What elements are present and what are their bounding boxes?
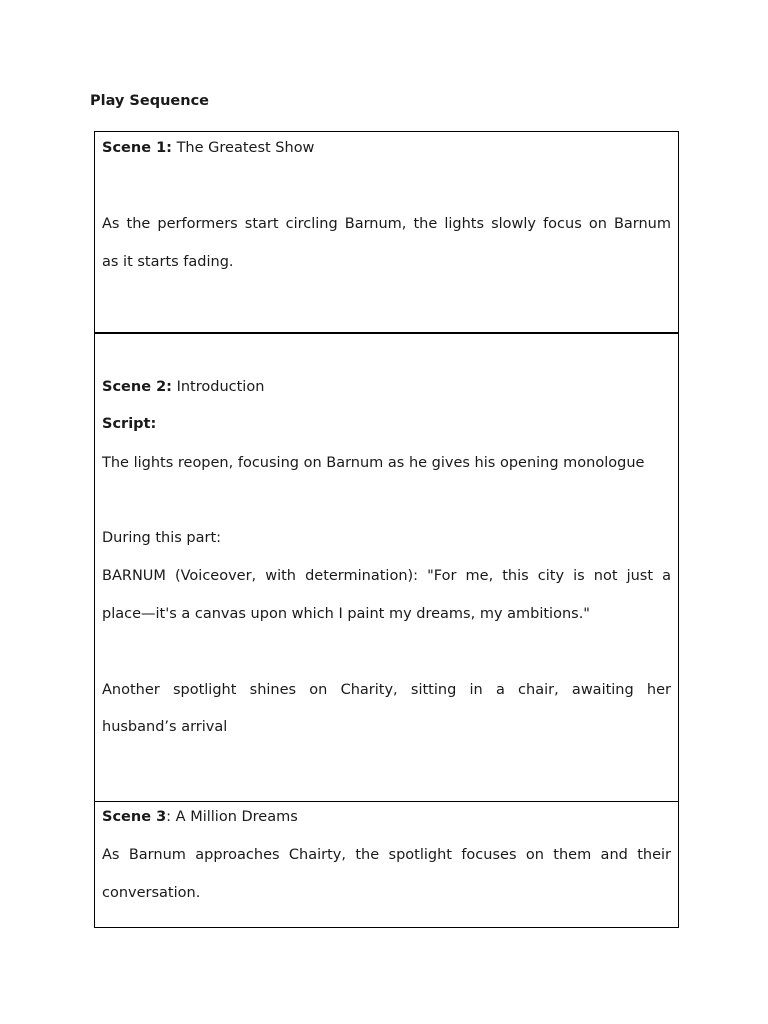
scene-1-line-2: as it starts fading. bbox=[102, 254, 234, 270]
scene-2-line-1: The lights reopen, focusing on Barnum as he gives his opening monologue bbox=[102, 455, 645, 471]
scene-3-label: Scene 3 bbox=[102, 809, 167, 825]
scene-2-line-5: Another spotlight shines on Charity, sitting in a chair, awaiting her bbox=[102, 682, 671, 698]
scene-1-cell bbox=[95, 132, 678, 334]
scene-2-line-3: BARNUM (Voiceover, with determination): "For me, this city is not just a bbox=[102, 568, 671, 584]
scene-3-cell bbox=[95, 802, 678, 927]
scene-3-line-1: As Barnum approaches Chairty, the spotlight focuses on them and their bbox=[102, 847, 671, 863]
scene-2-script-label: Script: bbox=[102, 416, 157, 432]
scene-3-name: : A Million Dreams bbox=[166, 809, 298, 825]
scene-1-name: The Greatest Show bbox=[171, 140, 315, 156]
play-sequence-table bbox=[94, 131, 679, 928]
scene-2-line-4: place—it's a canvas upon which I paint my dreams, my ambitions." bbox=[102, 606, 590, 622]
page-title: Play Sequence bbox=[90, 93, 210, 109]
scene-3-heading bbox=[102, 807, 671, 827]
scene-1-heading bbox=[102, 138, 671, 158]
scene-1-label: Scene 1: bbox=[102, 140, 172, 156]
scene-2-heading bbox=[102, 377, 671, 397]
scene-3-line-2: conversation. bbox=[102, 885, 201, 901]
scene-1-line-1: As the performers start circling Barnum, the lights slowly focus on Barnum bbox=[102, 216, 671, 232]
scene-2-line-6: husband’s arrival bbox=[102, 719, 228, 735]
scene-2-name: Introduction bbox=[171, 379, 265, 395]
scene-2-label: Scene 2: bbox=[102, 379, 172, 395]
scene-2-cell bbox=[95, 334, 678, 802]
scene-2-line-2: During this part: bbox=[102, 530, 222, 546]
